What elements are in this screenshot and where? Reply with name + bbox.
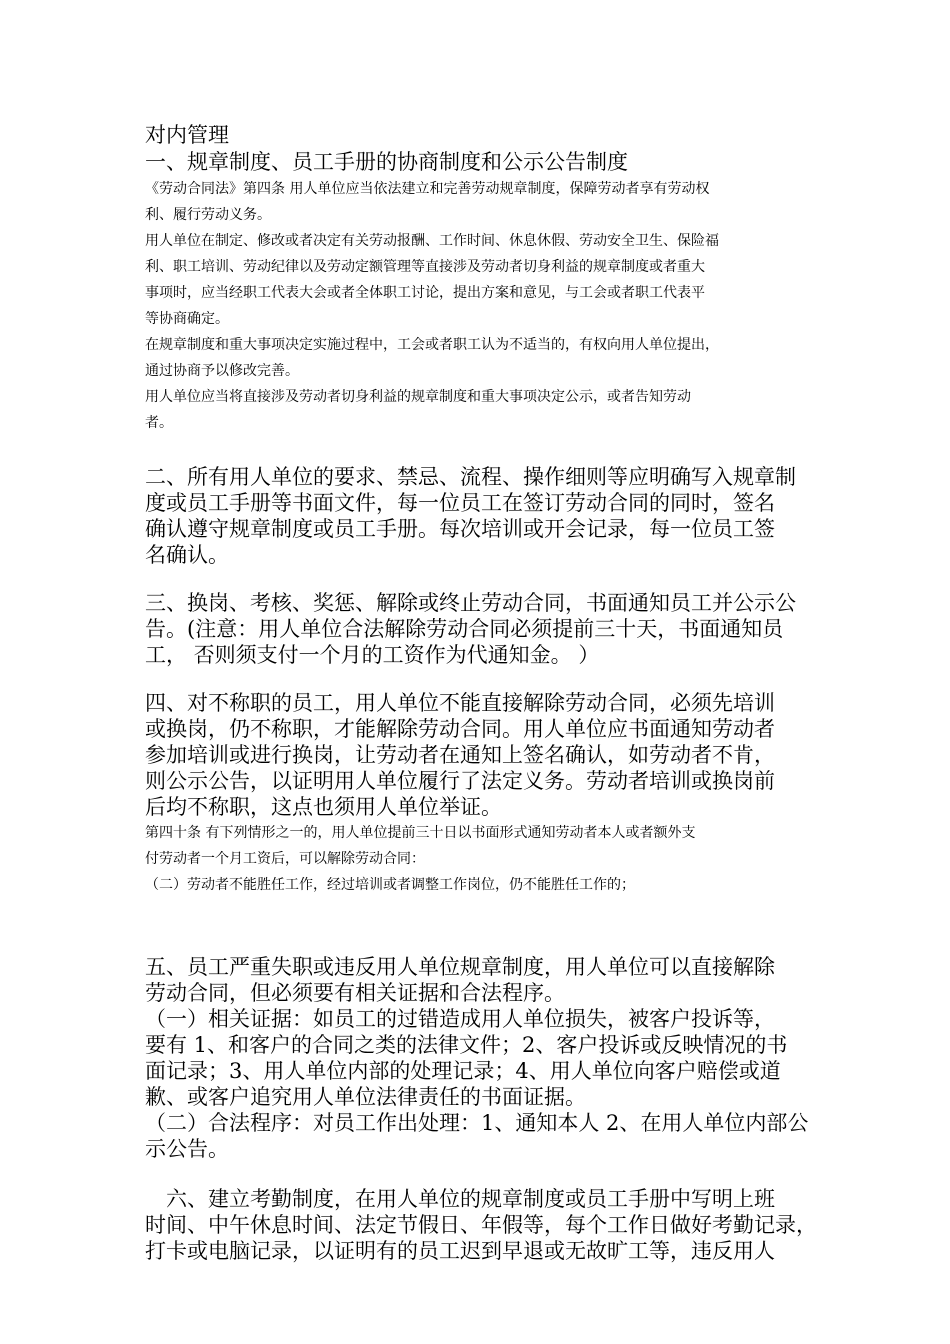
text-line: 用人单位应当将直接涉及劳动者切身利益的规章制度和重大事项决定公示，或者告知劳动 [145,389,691,405]
text-line: 名确认。 [145,543,229,567]
text-line: 工， 否则须支付一个月的工资作为代通知金。 ） [145,643,600,667]
text-line: 通过协商予以修改完善。 [145,363,299,379]
document-page [145,122,820,1264]
law-article-4 [145,176,820,228]
text-line: 歉、或客户追究用人单位法律责任的书面证据。 [145,1085,586,1109]
text-line: 确认遵守规章制度或员工手册。每次培训或开会记录，每一位员工签 [145,517,775,541]
text-line: 四、对不称职的员工，用人单位不能直接解除劳动合同，必须先培训 [145,691,775,715]
text-line: 示公告。 [145,1137,229,1161]
text-line: 时间、中午休息时间、法定节假日、年假等，每个工作日做好考勤记录， [145,1213,817,1237]
section-4 [145,690,820,820]
section-5-evidence [145,1006,820,1110]
section-6 [145,1186,820,1264]
text-line: 利、履行劳动义务。 [145,207,271,223]
text-line: 利、职工培训、劳动纪律以及劳动定额管理等直接涉及劳动者切身利益的规章制度或者重大 [145,259,705,275]
section-3 [145,590,820,668]
law-paragraph-3 [145,332,820,384]
text-line: 三、换岗、考核、奖惩、解除或终止劳动合同，书面通知员工并公示公 [145,591,796,615]
text-line: 事项时，应当经职工代表大会或者全体职工讨论，提出方案和意见，与工会或者职工代表平 [145,285,705,301]
text-line: 面记录；3、用人单位内部的处理记录；4、用人单位向客户赔偿或道 [145,1059,781,1083]
text-line: 后均不称职，这点也须用人单位举证。 [145,795,502,819]
text-line: 告。(注意：用人单位合法解除劳动合同必须提前三十天，书面通知员 [145,617,784,641]
text-line: （一）相关证据：如员工的过错造成用人单位损失，被客户投诉等， [145,1007,775,1031]
law-paragraph-2 [145,228,820,332]
text-line: 要有 1、和客户的合同之类的法律文件；2、客户投诉或反映情况的书 [145,1033,788,1057]
text-line: 度或员工手册等书面文件，每一位员工在签订劳动合同的同时，签名 [145,491,775,515]
text-line: 五、员工严重失职或违反用人单位规章制度，用人单位可以直接解除 [145,955,775,979]
text-line: 参加培训或进行换岗，让劳动者在通知上签名确认，如劳动者不肯， [145,743,775,767]
law-article-40 [145,820,820,898]
text-line: 则公示公告，以证明用人单位履行了法定义务。劳动者培训或换岗前 [145,769,775,793]
text-line: 二、所有用人单位的要求、禁忌、流程、操作细则等应明确写入规章制 [145,465,796,489]
text-line: 在规章制度和重大事项决定实施过程中，工会或者职工认为不适当的，有权向用人单位提出， [145,337,719,353]
text-line: 打卡或电脑记录，以证明有的员工迟到早退或无故旷工等，违反用人 [145,1239,775,1263]
text-line: （二）合法程序：对员工作出处理：1、通知本人 2、在用人单位内部公 [145,1111,809,1135]
section-5-procedure [145,1110,820,1162]
law-item-2: （二）劳动者不能胜任工作，经过培训或者调整工作岗位，仍不能胜任工作的； [145,877,635,893]
text-line: 或换岗，仍不称职，才能解除劳动合同。用人单位应书面通知劳动者 [145,717,775,741]
text-line: 等协商确定。 [145,311,229,327]
law-paragraph-4 [145,384,820,436]
text-line: 者。 [145,415,173,431]
text-line: 用人单位在制定、修改或者决定有关劳动报酬、工作时间、休息休假、劳动安全卫生、保险福 [145,233,719,249]
section-5 [145,954,820,1006]
section-1-heading: 一、规章制度、员工手册的协商制度和公示公告制度 [145,150,628,174]
section-2 [145,464,820,568]
text-line: 六、建立考勤制度，在用人单位的规章制度或员工手册中写明上班 [145,1187,775,1211]
doc-title: 对内管理 [145,123,229,147]
text-line: 付劳动者一个月工资后，可以解除劳动合同： [145,851,425,867]
text-line: 第四十条 有下列情形之一的，用人单位提前三十日以书面形式通知劳动者本人或者额外支 [145,825,696,841]
text-line: 劳动合同，但必须要有相关证据和合法程序。 [145,981,565,1005]
text-line: 《劳动合同法》第四条 用人单位应当依法建立和完善劳动规章制度，保障劳动者享有劳动权 [145,181,710,197]
